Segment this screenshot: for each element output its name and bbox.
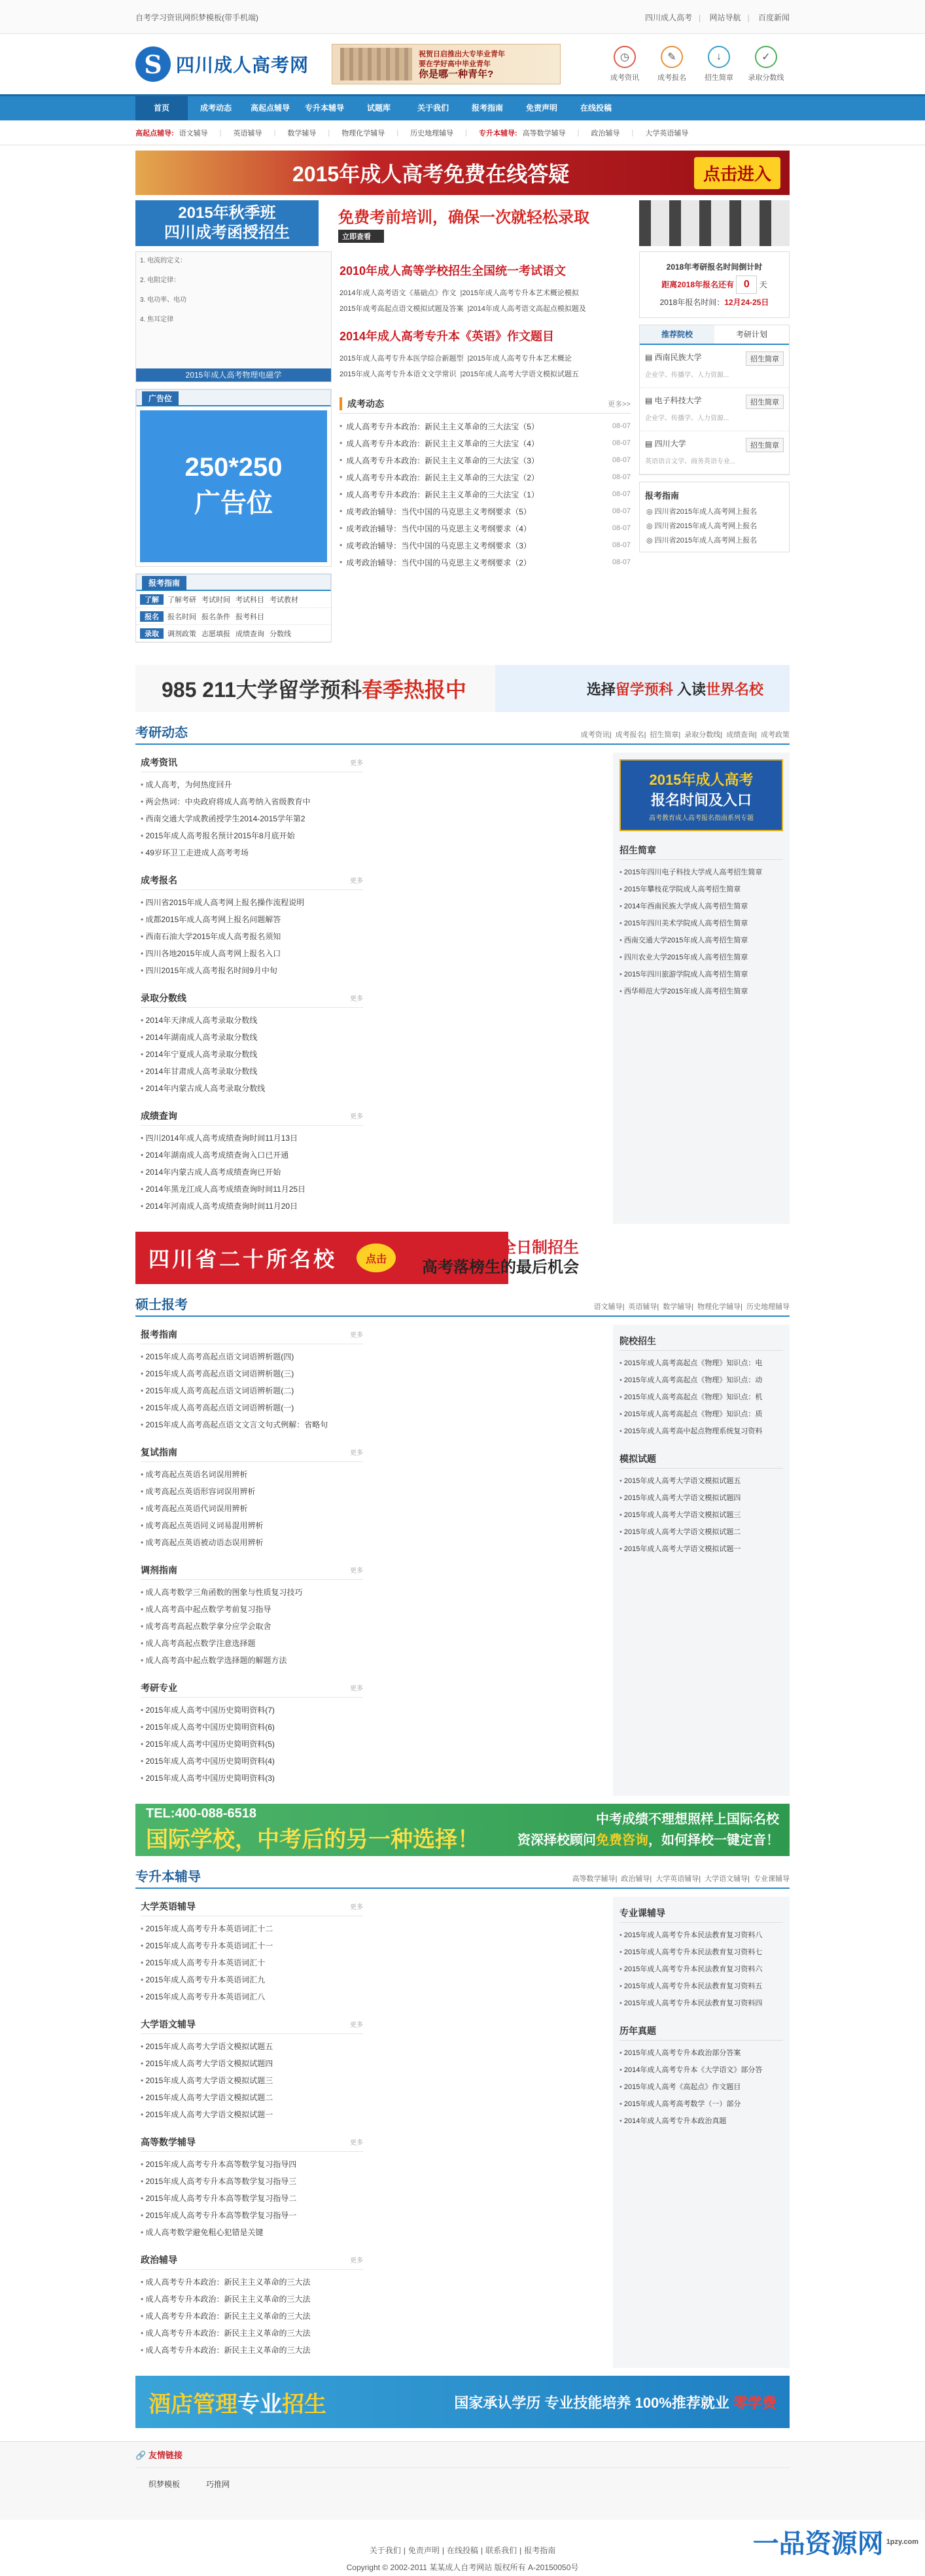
footer-link[interactable]: 关于我们 [369, 2546, 401, 2555]
column-block: 考研专业 更多 • 2015年成人高考中国历史简明资料(7) • 2015年成人高考中国历史简明资料(6) • 2015年成人高考中国历史简明资料(5) • 2015年成人高考中国历史简明资料(4) • 2015年成人高考中国历史简明资料(3) [141, 1678, 363, 1787]
friend-links: 🔗 友情链接 织梦模板 巧推网 [0, 2441, 925, 2520]
site-logo[interactable] [135, 46, 332, 82]
nav-submit[interactable]: 在线投稿 [580, 103, 612, 113]
brochure-button[interactable]: 招生简章 [746, 438, 784, 452]
list-item[interactable]: • 成人高考专升本政治：新民主主义革命的三大法宝（5） 08-07 [340, 418, 631, 435]
section-title: 硕士报考 [135, 1298, 188, 1312]
book-icon: ▤ [645, 396, 655, 405]
headline-1[interactable]: 2010年成人高等学校招生全国统一考试语文 [340, 264, 567, 277]
top-links: 四川成人高考 | 网站导航 | 百度新闻 [645, 12, 790, 22]
side-guide-box: 报考指南 ◎ 四川省2015年成人高考网上报名 ◎ 四川省2015年成人高考网上报名 ◎ 四川省2015年成人高考网上报名 [639, 482, 790, 552]
column-block: 大学英语辅导 更多 • 2015年成人高考专升本英语词汇十二 • 2015年成人高考专升本英语词汇十一 • 2015年成人高考专升本英语词汇十 • 2015年成人高考专升本英语词汇九 • 2015年成人高考专升本英语词汇八 [141, 1897, 363, 2005]
nav-high-start[interactable]: 高起点辅导 [250, 103, 290, 113]
subnav-item[interactable]: 物理化学辅导 [341, 130, 385, 137]
main-nav [0, 94, 925, 120]
friend-link[interactable]: 巧推网 [206, 2480, 230, 2489]
subnav-item[interactable]: 历史地理辅导 [410, 130, 454, 137]
top-link-3[interactable]: 百度新闻 [758, 12, 790, 22]
list-item[interactable]: • 成人高考专升本政治：新民主主义革命的三大法宝（2） 08-07 [340, 469, 631, 486]
check-icon: ✓ [755, 46, 777, 68]
headline-1-links: 2014年成人高考语文《基础点》作文 |2015年成人高考专升本艺术概论模拟 2015年成考高起点语文模拟试题及答案 |2014年成人高考语文高起点模拟题及 [340, 289, 586, 313]
list-item[interactable]: • 成考政治辅导：当代中国的马克思主义考纲要求（3） 08-07 [340, 537, 631, 554]
quick-link-scores[interactable]: ✓ 录取分数线 [742, 46, 790, 82]
download-icon: ↓ [708, 46, 730, 68]
section-title: 考研动态 [135, 726, 188, 740]
subnav-item[interactable]: 英语辅导 [233, 130, 262, 137]
pencil-icon: ✎ [661, 46, 683, 68]
column-block: 成绩查询 更多 • 四川2014年成人高考成绩查询时间11月13日 • 2014年湖南成人高考成绩查询入口已开通 • 2014年内蒙古成人高考成绩查询已开始 • 2014年黑龙江成人高考成绩查询时间11月25日 • 2014年河南成人高考成绩查询时间11月20日 [141, 1106, 363, 1215]
school-item[interactable]: ▤ 四川大学 英语语言文学、商务英语专业... 招生简章 [640, 431, 789, 474]
news-header: 成考动态 更多>> [340, 394, 631, 414]
column-block: 成考报名 更多 • 四川省2015年成人高考网上报名操作流程说明 • 成都2015年成人高考网上报名问题解答 • 西南石油大学2015年成人高考报名须知 • 四川各地2015年成人高考网上报名入口 • 四川2015年成人高考报名时间9月中旬 [141, 870, 363, 979]
quick-link-brochure[interactable]: ↓ 招生简章 [695, 46, 742, 82]
column-block: 录取分数线 更多 • 2014年天津成人高考录取分数线 • 2014年湖南成人高考录取分数线 • 2014年宁夏成人高考录取分数线 • 2014年甘肃成人高考录取分数线 • 2014年内蒙古成人高考录取分数线 [141, 988, 363, 1097]
tab-plan[interactable]: 考研计划 [735, 330, 767, 339]
column-block: 复试指南 更多 • 成考高起点英语名词误用辨析 • 成考高起点英语形容词误用辨析 • 成考高起点英语代词误用辨析 • 成考高起点英语同义词易混用辨析 • 成考高起点英语被动语态误用辨析 [141, 1442, 363, 1551]
registration-promo[interactable]: 2015年成人高考 报名时间及入口 高考教育成人高考报名指南系列专题 [620, 759, 783, 831]
headline-2[interactable]: 2014年成人高考专升本《英语》作文题目 [340, 330, 555, 343]
tab-recommended[interactable]: 推荐院校 [640, 325, 714, 344]
hotel-management-ad[interactable]: 酒店管理专业招生 国家承认学历 专业技能培养 100%推荐就业 零学费 [135, 2376, 790, 2428]
watermark: 一品 资源网 1pzy.com [752, 2530, 918, 2558]
nav-news[interactable]: 成考动态 [200, 103, 232, 113]
enroll-banner-l1: 2015年秋季班 [178, 204, 276, 222]
book-icon: ▤ [645, 353, 655, 362]
slogan-line-1: 祝贺日启推出大专毕业青年 [419, 50, 505, 58]
header [0, 34, 925, 94]
list-item[interactable]: ◎ 四川省2015年成人高考网上报名 [646, 508, 758, 516]
nav-about[interactable]: 关于我们 [417, 103, 449, 113]
subnav-item[interactable]: 大学英语辅导 [645, 130, 689, 137]
book-icon: ▤ [645, 439, 655, 448]
subnav-label-1: 高起点辅导: [135, 130, 174, 137]
top-link-1[interactable]: 四川成人高考 [645, 12, 693, 22]
news-list [340, 418, 631, 571]
list-item[interactable]: • 成考政治辅导：当代中国的马克思主义考纲要求（2） 08-07 [340, 554, 631, 571]
school-item[interactable]: ▤ 电子科技大学 企业学、传播学、人力资源... 招生简章 [640, 388, 789, 431]
guide-row: 录取 调剂政策 志愿填报 成绩查询 分数线 [136, 625, 331, 642]
sidebar-block: 2015年成人高考 报名时间及入口 高考教育成人高考报名指南系列专题 招生简章 • 2015年四川电子科技大学成人高考招生简章 • 2015年攀枝花学院成人高考招生简章 • 2014年西南民族大学成人高考招生简章 • 2015年四川美术学院成人高考招生简章 • 西南交通大学2015年成人高考招生简章 • 四川农业大学2015年成人高考招生简章 • 2015年四川旅游学院成人高考招生简章 • 西华师范大学2015年成人高考招生简章 [613, 753, 790, 1224]
countdown-number: 0 [736, 276, 757, 294]
footer-link[interactable]: 报考指南 [524, 2546, 556, 2555]
clock-icon: ◷ [614, 46, 636, 68]
header-slogan-banner[interactable] [332, 44, 561, 84]
list-item[interactable]: ◎ 四川省2015年成人高考网上报名 [646, 522, 758, 530]
sidebar-block: 院校招生 • 2015年成人高考高起点《物理》知识点：电 • 2015年成人高考高起点《物理》知识点：动 • 2015年成人高考高起点《物理》知识点：机 • 2015年成人高考高起点《物理》知识点：质 • 2015年成人高考高中起点物理系统复习资料 模拟试题 • 2015年成人高考大学语文模拟试题五 • 2015年成人高考大学语文模拟试题四 • 2015年成人高考大学语文模拟试题三 • 2015年成人高考大学语文模拟试题二 • 2015年成人高考大学语文模拟试题一 [613, 1325, 790, 1796]
list-item[interactable]: • 成人高考专升本政治：新民主主义革命的三大法宝（3） 08-07 [340, 452, 631, 469]
sub-nav: 高起点辅导: 语文辅导 | 英语辅导 | 数学辅导 | 物理化学辅导 | 历史地理辅导 | 专升本辅导: 高等数学辅导 | 政治辅导 | 大学英语辅导 [0, 120, 925, 145]
guide-box [135, 573, 332, 643]
footer: 关于我们 | 免责声明 | 在线投稿 | 联系我们 | 报考指南 Copyright © 2002-2011 某某成人自考网站 版权所有 A-20150050号 [0, 2542, 925, 2576]
school-item[interactable]: ▤ 西南民族大学 企业学、传播学、人力资源... 招生简章 [640, 345, 789, 388]
exam-line: 1. 电流的定义： [140, 257, 187, 264]
footer-link[interactable]: 免责声明 [408, 2546, 440, 2555]
subnav-item[interactable]: 政治辅导 [591, 130, 620, 137]
quick-link-register[interactable]: ✎ 成考报名 [648, 46, 695, 82]
brochure-button[interactable]: 招生简章 [746, 351, 784, 366]
international-school-ad[interactable]: TEL:400-088-6518 国际学校，中考后的另一种选择！ 中考成绩不理想照样上国际名校 资深择校顾问免费咨询，如何择校一键定音！ [135, 1804, 790, 1856]
column-block: 调剂指南 更多 • 成人高考数学三角函数的图象与性质复习技巧 • 成人高考高中起点数学考前复习指导 • 成考高考高起点数学拿分应学会取舍 • 成人高考高起点数学注意选择题 • 成人高考高中起点数学选择题的解题方法 [141, 1560, 363, 1669]
top-bar [0, 0, 925, 34]
nav-home[interactable]: 首页 [135, 96, 188, 120]
click-badge: 点击 [357, 1243, 396, 1272]
copyright: Copyright © 2002-2011 某某成人自考网站 版权所有 A-20150050号 [346, 2563, 579, 2572]
countdown-box: 2018年考研报名时间倒计时 距离2018年报名还有 0 天 2018年报名时间：12月24-25日 [639, 251, 790, 318]
students-photo-icon [639, 200, 790, 246]
column-block: 政治辅导 更多 • 成人高考专升本政治：新民主主义革命的三大法 • 成人高考专升本政治：新民主主义革命的三大法 • 成人高考专升本政治：新民主主义革命的三大法 • 成人高考专升本政治：新民主主义革命的三大法 • 成人高考专升本政治：新民主主义革命的三大法 [141, 2250, 363, 2359]
exam-line: 4. 焦耳定律 [140, 316, 174, 323]
subnav-label-2: 专升本辅导: [478, 130, 517, 137]
list-item[interactable]: ◎ 四川省2015年成人高考网上报名 [646, 537, 758, 545]
link-icon: 🔗 [135, 2450, 148, 2460]
subnav-item[interactable]: 数学辅导 [287, 130, 317, 137]
slide-caption: 2015年成人高考物理电磁学 [136, 368, 331, 382]
twenty-schools-ad[interactable]: 四川省二十所名校 点击 三年高升本全日制招生 高考落榜生的最后机会 [135, 1232, 790, 1284]
news-more-link[interactable]: 更多>> [608, 400, 631, 408]
enroll-banner[interactable] [135, 200, 790, 246]
nav-upgrade[interactable]: 专升本辅导 [304, 103, 344, 113]
section-master: 硕士报考 语文辅导| 英语辅导| 数学辅导| 物理化学辅导| 历史地理辅导 [135, 1295, 790, 1317]
friend-link[interactable]: 织梦模板 [148, 2480, 181, 2489]
logo-s-icon: S [135, 46, 171, 82]
enter-button[interactable]: 点击进入 [694, 157, 780, 189]
column-block: 高等数学辅导 更多 • 2015年成人高考专升本高等数学复习指导四 • 2015年成人高考专升本高等数学复习指导三 • 2015年成人高考专升本高等数学复习指导二 • 2015年成人高考专升本高等数学复习指导一 • 成人高考数学避免粗心犯错是关键 [141, 2132, 363, 2241]
brochure-button[interactable]: 招生简章 [746, 395, 784, 409]
poster-figures-icon [340, 48, 412, 80]
list-item[interactable]: • 成考政治辅导：当代中国的马克思主义考纲要求（4） 08-07 [340, 520, 631, 537]
quick-link-news[interactable]: ◷ 成考资讯 [601, 46, 648, 82]
nav-question-bank[interactable]: 试题库 [366, 103, 391, 113]
nav-disclaimer[interactable]: 免责声明 [525, 103, 557, 113]
list-item[interactable]: • 成考政治辅导：当代中国的马克思主义考纲要求（5） 08-07 [340, 503, 631, 520]
site-tagline: 自考学习资讯网织梦模板(带手机端) [135, 12, 258, 22]
qa-banner[interactable] [135, 151, 790, 195]
footer-link[interactable]: 联系我们 [485, 2546, 517, 2555]
list-item[interactable]: • 成人高考专升本政治：新民主主义革命的三大法宝（1） 08-07 [340, 486, 631, 503]
guide-header: 报考指南 [136, 574, 331, 591]
study-abroad-ad[interactable]: 985 211大学留学预科春季热报中 选择留学预科 入读世界名校 [135, 665, 790, 712]
top-link-2[interactable]: 网站导航 [709, 12, 741, 22]
guide-row: 报名 报名时间 报名条件 报考科目 [136, 608, 331, 625]
section-kaoyan: 考研动态 成考资讯| 成考报名| 招生简章| 录取分数线| 成绩查询| 成考政策 [135, 723, 790, 745]
column-block: 大学语文辅导 更多 • 2015年成人高考大学语文模拟试题五 • 2015年成人高考大学语文模拟试题四 • 2015年成人高考大学语文模拟试题三 • 2015年成人高考大学语文模拟试题二 • 2015年成人高考大学语文模拟试题一 [141, 2014, 363, 2123]
view-now-button[interactable]: 立即查看 [338, 230, 384, 243]
section-upgrade: 专升本辅导 高等数学辅导| 政治辅导| 大学英语辅导| 大学语文辅导| 专业课辅导 [135, 1867, 790, 1889]
logo-text: 四川成人高考网 [176, 55, 309, 75]
enroll-banner-text: 免费考前培训，确保一次就轻松录取 [338, 208, 589, 226]
qa-banner-title: 2015年成人高考免费在线答疑 [292, 162, 570, 186]
sidebar-block: 专业课辅导 • 2015年成人高考专升本民法教育复习资料八 • 2015年成人高考专升本民法教育复习资料七 • 2015年成人高考专升本民法教育复习资料六 • 2015年成人高考专升本民法教育复习资料五 • 2015年成人高考专升本民法教育复习资料四 历年真题 • 2015年成人高考专升本政治部分答案 • 2014年成人高考专升本《大学语文》部分答 • 2015年成人高考《高起点》作文题目 • 2015年成人高考高考数学（一）部分 • 2014年成人高考专升本政治真题 [613, 1897, 790, 2368]
ad-box-header: 广告位 [136, 389, 331, 406]
column-block: 成考资讯 更多 • 成人高考，为何热度回升 • 两会热词：中央政府将成人高考纳入省级教育中 • 西南交通大学成教函授学生2014-2015学年第2 • 2015年成人高考报名预计2015年8月底开始 • 49岁环卫工走进成人高考考场 [141, 753, 363, 861]
enroll-banner-l2: 四川成考函授招生 [164, 224, 290, 241]
countdown-title: 2018年考研报名时间倒计时 [666, 262, 763, 272]
list-item[interactable]: • 成人高考专升本政治：新民主主义革命的三大法宝（4） 08-07 [340, 435, 631, 452]
header-quick-links [601, 46, 790, 82]
guide-row: 了解 了解考研 考试时间 考试科目 考试教材 [136, 591, 331, 608]
footer-link[interactable]: 在线投稿 [446, 2546, 478, 2555]
column-block: 报考指南 更多 • 2015年成人高考高起点语文词语辨析题(四) • 2015年成人高考高起点语文词语辨析题(三) • 2015年成人高考高起点语文词语辨析题(二) • 2015年成人高考高起点语文词语辨析题(一) • 2015年成人高考高起点语文文言文句式例解：省略句 [141, 1325, 363, 1433]
slogan-line-2: 要在学好高中毕业青年 [419, 60, 491, 68]
headline-2-links: 2015年成人高考专升本医学综合新题型 |2015年成人高考专升本艺术概论 2015年成人高考专升本语文文学常识 |2015年成人高考大学语文模拟试题五 [340, 355, 579, 378]
exam-line: 3. 电功率、电功 [140, 296, 187, 304]
nav-guide[interactable]: 报考指南 [471, 103, 503, 113]
slogan-big: 你是哪一种青年? [419, 68, 494, 80]
subnav-item[interactable]: 高等数学辅导 [522, 130, 566, 137]
ad-placeholder[interactable]: 250*250 广告位 [140, 410, 327, 562]
exam-line: 2. 电阻定律： [140, 277, 181, 284]
physics-slide[interactable] [135, 251, 332, 382]
subnav-item[interactable]: 语文辅导 [179, 130, 208, 137]
section-title: 专升本辅导 [135, 1870, 201, 1884]
